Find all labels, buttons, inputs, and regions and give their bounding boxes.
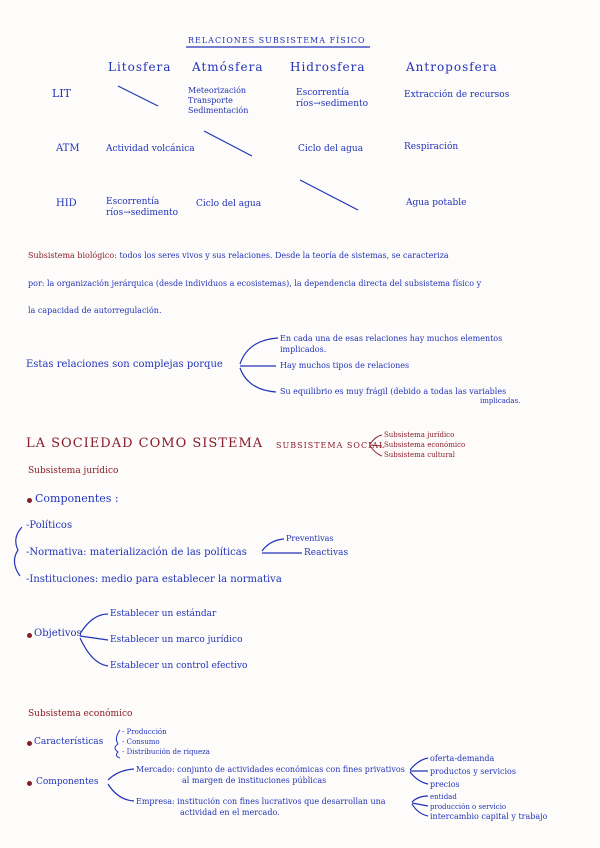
mercado-items: oferta-demanda productos y servicios precios (430, 754, 516, 789)
complejas-item-1: En cada una de esas relaciones hay muchos elementos implicados. (280, 334, 503, 354)
row-atm: ATM (56, 143, 80, 154)
social-label: SUBSISTEMA SOCIAL (276, 441, 386, 450)
cell-hid-atm: Ciclo del agua (196, 199, 262, 209)
economico-title: Subsistema económico (28, 709, 133, 719)
bracket-componentes (14, 527, 22, 576)
biologico-line3: la capacidad de autorregulación. (28, 306, 162, 315)
row-hid: HID (56, 198, 77, 209)
normativa-preventivas: Preventivas (286, 534, 334, 543)
arrow-obj-3 (80, 638, 108, 666)
row-lit: LIT (52, 87, 71, 100)
complejas-lead: Estas relaciones son complejas porque (26, 359, 223, 370)
arrow-complejas-3 (240, 368, 276, 392)
sociedad-title: LA SOCIEDAD COMO SISTEMA (26, 436, 264, 451)
cell-hid-lit: Escorrentía ríos→sedimento (106, 197, 179, 218)
arrow-mercado (108, 769, 134, 780)
complejas-item-3: Su equilibrio es muy frágil (debido a todas las variables (280, 387, 507, 396)
col-litosfera: Litosfera (108, 60, 172, 74)
empresa-text: Empresa: institución con fines lucrativos que desarrollan una actividad en el mercado. (136, 797, 386, 817)
arrow-mercado-items (410, 758, 428, 784)
biologico-line2: por: la organización jerárquica (desde individuos a ecosistemas), la dependencia directa del subsistema físico y (28, 279, 482, 288)
economico-caracteristicas: Características (34, 737, 104, 747)
juridico-objetivos: Objetivos (34, 628, 82, 639)
arrow-obj-2 (80, 636, 108, 640)
juridico-title: Subsistema jurídico (28, 466, 119, 476)
objetivo-3: Establecer un control efectivo (110, 661, 248, 671)
caracteristicas-items: - Producción - Consumo - Distribución de riqueza (122, 728, 210, 756)
normativa-reactivas: Reactivas (304, 548, 349, 558)
juridico-politicos: -Políticos (26, 520, 73, 531)
bullet-dot (27, 498, 32, 503)
juridico-instituciones: -Instituciones: medio para establecer la normativa (26, 574, 282, 585)
diagonal-atm (204, 131, 252, 156)
empresa-items: entidad producción o servicio intercambio capital y trabajo (430, 793, 548, 821)
col-atmosfera: Atmósfera (192, 60, 264, 74)
mercado-text: Mercado: conjunto de actividades económicas con fines privativos al margen de instituciones públicas (136, 765, 405, 785)
col-hidrosfera: Hidrosfera (290, 60, 366, 74)
diagonal-lit (118, 86, 158, 106)
cell-lit-hid: Escorrentía ríos→sedimento (296, 88, 369, 109)
page-title: RELACIONES SUBSISTEMA FÍSICO (188, 36, 366, 45)
brace-caracteristicas (115, 730, 120, 758)
juridico-componentes: Componentes : (35, 492, 119, 505)
objetivo-2: Establecer un marco jurídico (110, 635, 243, 645)
cell-lit-atm: Meteorización Transporte Sedimentación (188, 86, 249, 115)
cell-atm-ant: Respiración (404, 142, 459, 152)
objetivo-1: Establecer un estándar (110, 609, 217, 619)
cell-lit-ant: Extracción de recursos (404, 90, 510, 100)
juridico-normativa: -Normativa: materialización de las políticas (26, 547, 247, 558)
arrow-empresa (108, 784, 134, 801)
bullet-dot (27, 633, 32, 638)
economico-componentes: Componentes (36, 777, 99, 787)
bullet-dot (27, 781, 32, 786)
social-items: Subsistema jurídico Subsistema económico Subsistema cultural (384, 431, 466, 459)
arrow-empresa-items (412, 796, 428, 816)
biologico-label: Subsistema biológico: (28, 251, 117, 260)
arrow-complejas-1 (240, 338, 278, 364)
cell-atm-hid: Ciclo del agua (298, 144, 364, 154)
arrow-obj-1 (80, 614, 108, 634)
cell-atm-lit: Actividad volcánica (106, 144, 195, 154)
cell-hid-ant: Agua potable (406, 198, 467, 208)
complejas-item-3b: implicadas. (480, 397, 521, 405)
diagonal-hid (300, 180, 358, 210)
biologico-line1: Subsistema biológico: todos los seres vivos y sus relaciones. Desde la teoría de sistemas, se caracteriza (28, 251, 449, 260)
arrow-normativa-1 (262, 539, 284, 551)
bullet-dot (27, 741, 32, 746)
col-antroposfera: Antroposfera (406, 60, 498, 74)
complejas-item-2: Hay muchos tipos de relaciones (280, 361, 410, 370)
